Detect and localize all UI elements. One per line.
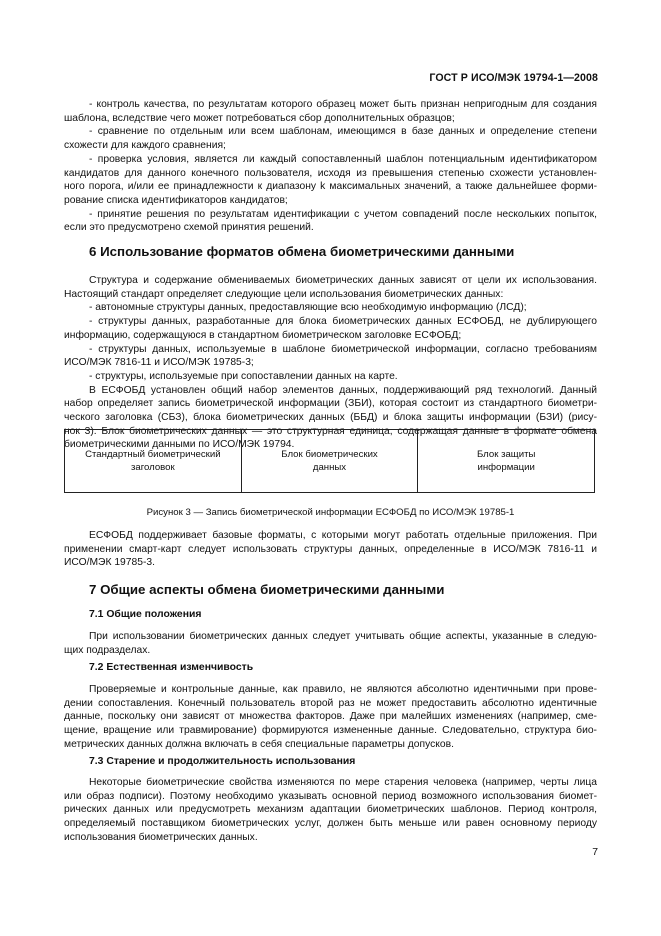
section-7-1-heading: 7.1 Общие положения — [89, 609, 202, 620]
text-line: - контроль качества, по результатам которого образец может быть признан непригодным для создания — [89, 99, 597, 110]
text-line: шаблона, вследствие чего может потребоваться сбор дополнительных образцов; — [64, 112, 455, 124]
text-line: - автономные структуры данных, предоставляющие всю необходимую информацию (ЛСД); — [89, 302, 527, 314]
text-line: набор определяет запись биометрической информации (ЗБИ), которая состоит из стандартного биометри- — [64, 398, 597, 410]
top-list — [64, 98, 597, 235]
figure-3-record-diagram — [64, 429, 595, 493]
text-line: биометрическими данными по ИСО/МЭК 19794. — [64, 439, 295, 451]
text-line: использования биометрических данных. — [64, 831, 258, 843]
section-7-3-heading: 7.3 Старение и продолжительность использования — [89, 756, 356, 767]
after-figure-text — [64, 529, 597, 570]
section-7-heading: 7 Общие аспекты обмена биометрическими данными — [89, 582, 445, 597]
text-line: В ЕСФОБД установлен общий набор элементов данных, поддерживающий ряд технологий. Данный — [89, 384, 597, 396]
text-line: данные, поскольку они зависят от множества факторов. Даже при малейших изменениях (например, сме- — [64, 711, 597, 723]
section-7-2-heading: 7.2 Естественная изменчивость — [89, 662, 254, 673]
header-block-cell — [65, 430, 242, 492]
text-line: При использовании биометрических данных следует учитывать общие аспекты, указанные в следую- — [89, 631, 597, 642]
text-line: Структура и содержание обмениваемых биометрических данных зависят от цели их использования. — [89, 275, 597, 286]
section-7-3-body — [64, 776, 597, 845]
text-line: ИСО/МЭК 19785-3. — [64, 557, 155, 569]
text-line: ИСО/МЭК 7816-11 и ИСО/МЭК 19785-3; — [64, 357, 254, 369]
text-line: - структуры данных, используемые в шаблоне биометрической информации, согласно требованиям — [89, 343, 597, 355]
text-line: рических данных или предусмотреть механизм адаптации биометрических шаблонов. Период контроля, — [64, 804, 597, 816]
section-6-heading: 6 Использование форматов обмена биометрическими данными — [89, 244, 515, 259]
text-line: - принятие решения по результатам идентификации с учетом совпадений после нескольких попыток, — [89, 208, 597, 220]
text-line: метрических данных должна включать в себя специальные параметры допусков. — [64, 738, 454, 750]
text-line: или образ подписи). Поэтому необходимо указывать основной период возможного использования биомет- — [64, 790, 597, 802]
text-line: Некоторые биометрические свойства изменяются по мере старения человека (например, черты лица — [89, 777, 597, 788]
text-line: информацию, содержащуюся в стандартном биометрическом заголовке ЕСФОБД; — [64, 329, 462, 341]
text-line: схожести для каждого сравнения; — [64, 140, 226, 152]
text-line: - структуры, используемые при сопоставлении данных на карте. — [89, 370, 398, 382]
cell-label: Стандартный биометрический — [85, 449, 221, 460]
text-line: ческого заголовка (СБЗ), блока биометрических данных (ББД) и блока защиты информации (БЗИ) (рису- — [64, 412, 597, 424]
text-line: Настоящий стандарт определяет следующие цели использования биометрических данных: — [64, 288, 504, 300]
text-line: щих подразделах. — [64, 644, 151, 656]
cell-label: заголовок — [130, 462, 175, 473]
section-7-2-body — [64, 683, 597, 752]
text-line: Проверяемые и контрольные данные, как правило, не являются абсолютно идентичными при прове- — [89, 684, 597, 695]
text-line: ного порога, и/или ее принадлежности к диапазону k максимальных значений, а также дальнейшее форми- — [64, 181, 597, 193]
text-line: ЕСФОБД поддерживает базовые форматы, с которыми могут работать отдельные приложения. При — [89, 530, 597, 541]
page-number: 7 — [592, 847, 598, 858]
text-line: щение, вращение или травмирование) формируются измененные данные. Следовательно, структура био- — [64, 725, 597, 737]
section-6-body — [64, 274, 597, 452]
cell-label: Блок биометрических — [281, 449, 378, 460]
data-block-cell — [242, 430, 419, 492]
cell-label: данных — [312, 462, 347, 473]
text-line: применении смарт-карт следует использовать структуры данных, определенные в ИСО/МЭК 7816-11 и — [64, 543, 597, 555]
text-line: дении сопоставления. Конечный пользователь второй раз не может предоставить абсолютно идентичные — [64, 697, 597, 709]
text-line: определяемый поставщиком биометрических услуг, должен быть меньше или равен основному периоду — [64, 818, 597, 830]
text-line: - сравнение по отдельным или всем шаблонам, имеющимся в базе данных и определение степени — [89, 126, 597, 138]
text-line: - проверка условия, является ли каждый сопоставленный шаблон потенциальным идентификатором — [89, 153, 597, 165]
text-line: - структуры данных, разработанные для блока биометрических данных ЕСФОБД, не дублирующего — [89, 316, 597, 328]
text-line: если это предусмотрено схемой принятия решений. — [64, 222, 314, 234]
text-line: рование списка идентификаторов кандидатов; — [64, 194, 288, 206]
text-line: нок 3). Блок биометрических данных — это структурная единица, содержащая данные в формате обмена — [64, 425, 597, 437]
figure-3-caption: Рисунок 3 — Запись биометрической информации ЕСФОБД по ИСО/МЭК 19785-1 — [146, 507, 515, 518]
standard-header: ГОСТ Р ИСО/МЭК 19794-1—2008 — [429, 72, 598, 84]
security-block-cell — [418, 430, 594, 492]
section-7-1-body — [64, 630, 597, 657]
cell-label: Блок защиты — [476, 449, 536, 460]
cell-label: информации — [477, 462, 535, 473]
text-line: кандидатов для данного конечного пользователя, исходя из превышения степенью схожести установлен- — [64, 167, 597, 179]
